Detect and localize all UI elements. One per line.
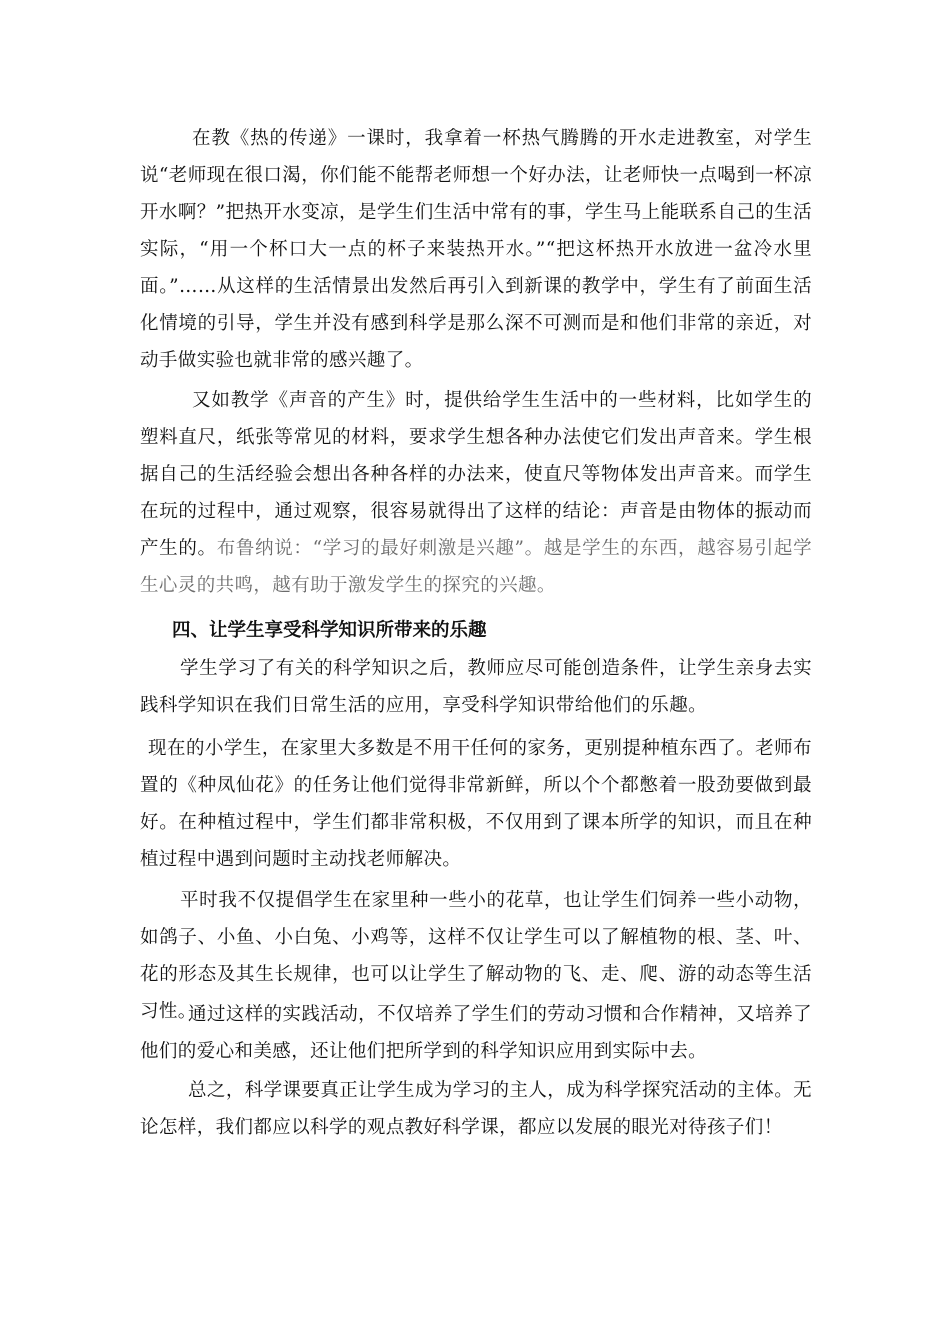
paragraph-sound-production [140,382,812,604]
section-heading-four: 四、让学生享受科学知识所带来的乐趣 [172,620,487,641]
paragraph-heat-transfer: 在教《热的传递》一课时，我拿着一杯热气腾腾的开水走进教室，对学生说“老师现在很口渴，你们能不能帮老师想一个好办法，让老师快一点喝到一杯凉开水啊？”把热开水变凉，是学生们生活中常有的事，学生马上能联系自己的生活实际，“用一个杯口大一点的杯子来装热开水。”“把这杯热开水放进一盆冷水里面。”……从这样的生活情景出发然后再引入到新课的教学中，学生有了前面生活化情境的引导，学生并没有感到科学是那么深不可测而是和他们非常的亲近，对动手做实验也就非常的感兴趣了。 [140,128,812,371]
paragraph-raising-animals: 平时我不仅提倡学生在家里种一些小的花草，也让学生们饲养一些小动物，如鸽子、小鱼、小白兔、小鸡等，这样不仅让学生可以了解植物的根、茎、叶、花的形态及其生长规律，也可以让学生了解动物的飞、走、爬、游的动态等生活习性。 [140,890,812,1022]
paragraph-conclusion: 总之，科学课要真正让学生成为学习的主人，成为科学探究活动的主体。无论怎样，我们都应以科学的观点教好科学课，都应以发展的眼光对待孩子们！ [140,1080,812,1138]
paragraph-planting-task: 现在的小学生，在家里大多数是不用干任何的家务，更别提种植东西了。老师布置的《种凤仙花》的任务让他们觉得非常新鲜，所以个个都憋着一股劲要做到最好。在种植过程中，学生们都非常积极，不仅用到了课本所学的知识，而且在种植过程中遇到问题时主动找老师解决。 [140,738,812,870]
bruner-quote: 布鲁纳说：“学习的最好刺激是兴趣”。越是学生的东西，越容易引起学生心灵的共鸣，越有助于激发学生的探究的兴趣。 [140,538,813,596]
paragraph-practice-activities: 通过这样的实践活动，不仅培养了学生们的劳动习惯和合作精神，又培养了他们的爱心和美感，还让他们把所学到的科学知识应用到实际中去。 [140,1004,812,1062]
sound-lesson-text: 又如教学《声音的产生》时，提供给学生生活中的一些材料，比如学生的塑料直尺，纸张等常见的材料，要求学生想各种办法使它们发出声音来。学生根据自己的生活经验会想出各种各样的办法来，使直尺等物体发出声音来。而学生在玩的过程中，通过观察，很容易就得出了这样的结论：声音是由物体的振动而产生的。 [140,390,812,559]
paragraph-practice-conditions: 学生学习了有关的科学知识之后，教师应尽可能创造条件，让学生亲身去实践科学知识在我们日常生活的应用，享受科学知识带给他们的乐趣。 [140,658,812,716]
